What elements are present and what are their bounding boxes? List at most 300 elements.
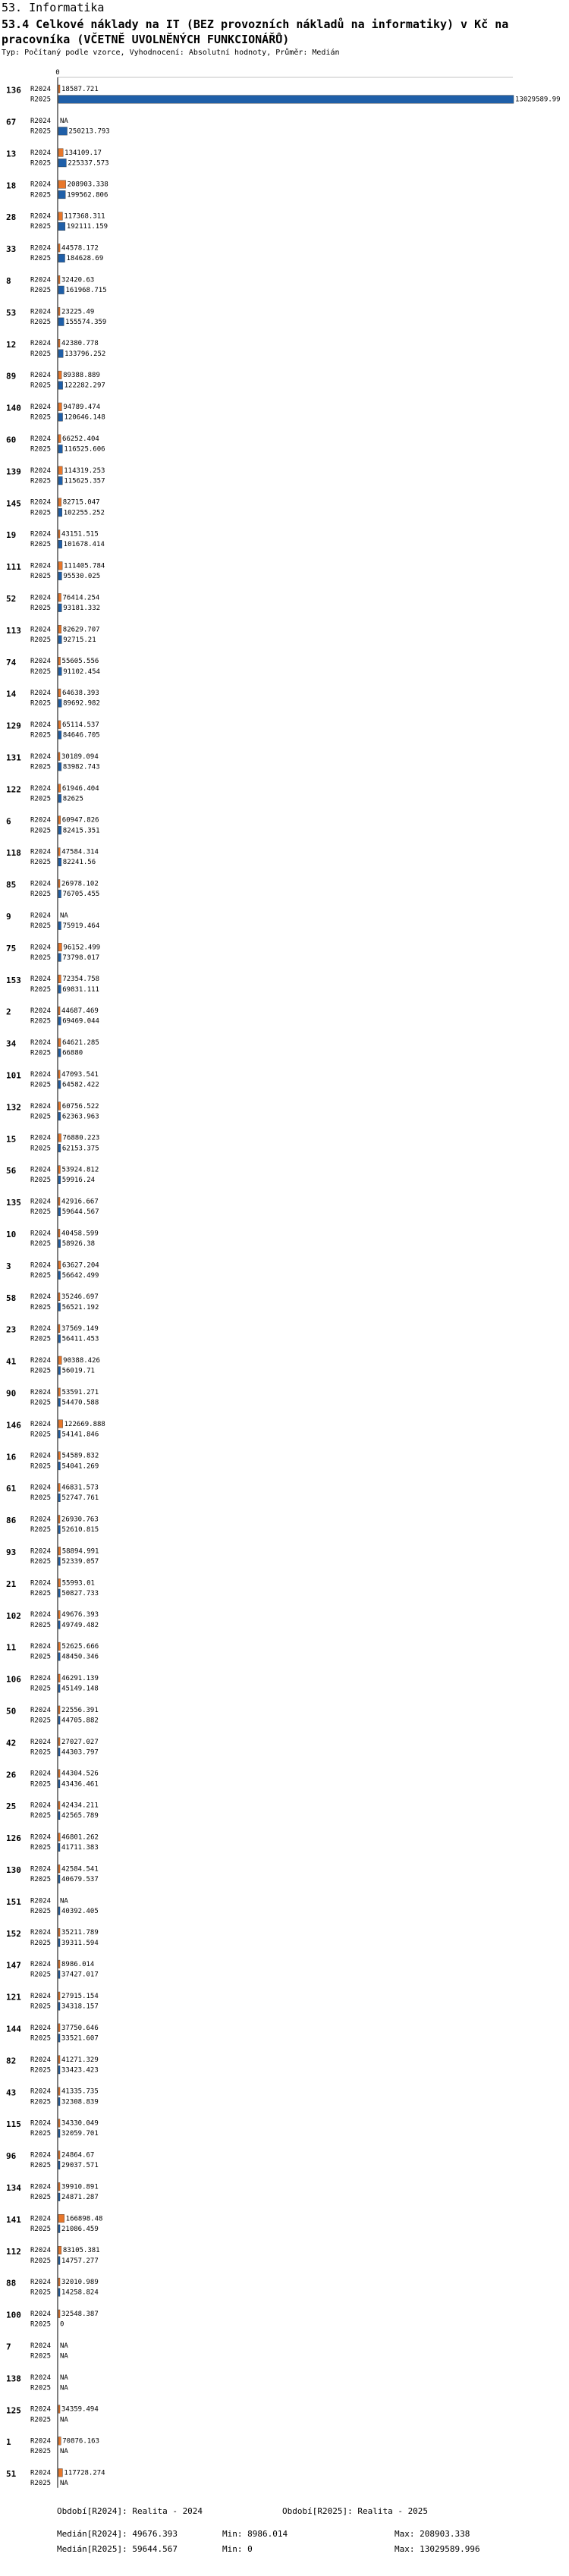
group-label: 129 <box>6 721 21 731</box>
series-label-r2024: R2024 <box>30 594 52 602</box>
min-r2024: Min: 8986.014 <box>222 2529 288 2539</box>
group-label: 33 <box>6 244 17 255</box>
series-label-r2025: R2025 <box>30 255 52 263</box>
group-label: 2 <box>6 1007 11 1017</box>
series-label-r2024: R2024 <box>30 816 52 825</box>
bar-r2024 <box>58 2246 61 2254</box>
series-label-r2024: R2024 <box>30 1230 52 1238</box>
section-heading: 53. Informatika <box>2 1 105 14</box>
value-label-r2025: 37427.017 <box>61 1971 99 1979</box>
bar-r2024 <box>58 435 61 443</box>
bar-r2024 <box>58 1356 61 1365</box>
series-label-r2025: R2025 <box>30 2098 52 2106</box>
bar-r2024 <box>58 1261 61 1269</box>
value-label-r2024: 66252.404 <box>62 435 99 443</box>
group-label: 50 <box>6 1706 17 1717</box>
group-label: 60 <box>6 435 17 445</box>
series-label-r2024: R2024 <box>30 1993 52 2000</box>
value-label-r2024: 70876.163 <box>62 2437 100 2446</box>
series-label-r2025: R2025 <box>30 287 52 294</box>
value-label-r2025: 66880 <box>62 1049 83 1057</box>
value-label-r2024: 39910.891 <box>61 2183 99 2191</box>
value-label-r2025: 82415.351 <box>62 827 100 835</box>
value-label-r2025: 32308.839 <box>61 2098 99 2106</box>
bar-r2025 <box>58 2257 60 2265</box>
group-label: 144 <box>6 2024 21 2034</box>
series-label-r2025: R2025 <box>30 2003 52 2011</box>
bar-r2025 <box>58 858 61 866</box>
group-label: 102 <box>6 1610 21 1621</box>
series-label-r2024: R2024 <box>30 848 52 856</box>
value-label-r2024: 49676.393 <box>61 1611 99 1619</box>
value-label-r2025: 64582.422 <box>61 1081 99 1089</box>
bar-r2025 <box>58 699 61 708</box>
series-label-r2024: R2024 <box>30 784 52 793</box>
group-label: 88 <box>6 2278 17 2289</box>
group-label: 8 <box>6 276 11 286</box>
group-label: 90 <box>6 1388 17 1399</box>
series-label-r2024: R2024 <box>30 1039 52 1047</box>
value-label-r2025: 93181.332 <box>63 605 101 612</box>
value-label-r2024: 42434.211 <box>61 1802 99 1810</box>
bar-r2025 <box>58 1367 61 1375</box>
series-label-r2025: R2025 <box>30 2130 52 2138</box>
value-label-r2024: 34330.049 <box>61 2119 99 2128</box>
series-label-r2025: R2025 <box>30 1653 52 1661</box>
group-label: 16 <box>6 1452 17 1462</box>
value-label-r2024: 53591.271 <box>61 1388 99 1396</box>
series-label-r2025: R2025 <box>30 1335 52 1343</box>
value-label-r2024: 47584.314 <box>61 848 99 856</box>
legend-r2025: Období[R2025]: Realita - 2025 <box>282 2506 429 2516</box>
bar-r2024 <box>58 689 61 697</box>
bar-r2025 <box>58 1557 60 1566</box>
bar-r2025 <box>58 2034 60 2043</box>
series-label-r2025: R2025 <box>30 2320 52 2329</box>
bar-r2025 <box>58 1907 60 1915</box>
value-label-r2024: 114319.253 <box>64 467 105 475</box>
value-label-r2024: 40458.599 <box>61 1230 99 1238</box>
value-label-r2024: 37750.646 <box>61 2024 99 2032</box>
value-label-r2024: 8986.014 <box>61 1961 95 1969</box>
bar-r2024 <box>58 1642 60 1651</box>
value-label-r2025: 52747.761 <box>61 1494 99 1503</box>
series-label-r2024: R2024 <box>30 435 52 443</box>
series-label-r2024: R2024 <box>30 2405 52 2414</box>
series-label-r2025: R2025 <box>30 1685 52 1693</box>
median-r2024: Medián[R2024]: 49676.393 <box>57 2529 178 2539</box>
series-label-r2024: R2024 <box>30 2247 52 2255</box>
value-label-r2025: 73798.017 <box>62 953 100 962</box>
bar-r2025 <box>58 1430 60 1438</box>
value-label-r2025: 44303.797 <box>61 1748 99 1757</box>
value-label-r2025: 58926.38 <box>61 1240 96 1248</box>
series-label-r2025: R2025 <box>30 2034 52 2043</box>
bar-r2024 <box>58 2469 62 2477</box>
bar-r2025 <box>58 1525 60 1534</box>
value-label-r2024: 63627.204 <box>61 1261 99 1270</box>
bar-r2025 <box>58 127 68 136</box>
value-label-r2025: 41711.383 <box>61 1844 99 1852</box>
series-label-r2025: R2025 <box>30 382 52 390</box>
bar-r2025 <box>58 96 514 104</box>
value-label-r2024: 55605.556 <box>61 658 99 666</box>
bar-r2024 <box>58 212 62 221</box>
bar-chart <box>0 67 569 2502</box>
group-label: 41 <box>6 1356 17 1367</box>
series-label-r2024: R2024 <box>30 1357 52 1365</box>
bar-r2024 <box>58 1007 60 1015</box>
series-label-r2025: R2025 <box>30 1303 52 1312</box>
group-label: 121 <box>6 1992 21 2003</box>
series-label-r2024: R2024 <box>30 721 52 729</box>
value-label-r2024: 76880.223 <box>62 1134 100 1142</box>
group-label: 132 <box>6 1102 21 1113</box>
bar-r2024 <box>58 149 63 157</box>
bar-r2025 <box>58 1875 60 1883</box>
bar-r2024 <box>58 848 60 856</box>
series-label-r2024: R2024 <box>30 1484 52 1492</box>
group-label: 15 <box>6 1134 17 1145</box>
group-label: 126 <box>6 1833 21 1844</box>
series-label-r2024: R2024 <box>30 2311 52 2318</box>
bar-r2024 <box>58 85 60 93</box>
series-label-r2025: R2025 <box>30 1081 52 1089</box>
series-label-r2025: R2025 <box>30 1399 52 1407</box>
bar-r2025 <box>58 2225 60 2233</box>
value-label-r2025: 62363.963 <box>61 1113 99 1121</box>
value-label-r2024: 134109.17 <box>64 149 102 157</box>
bar-r2025 <box>58 2003 60 2011</box>
bar-r2025 <box>58 2289 60 2297</box>
group-label: 115 <box>6 2119 21 2130</box>
group-label: 52 <box>6 594 17 604</box>
bar-r2024 <box>58 530 60 539</box>
value-label-r2024: 52625.666 <box>61 1643 99 1651</box>
group-label: 112 <box>6 2246 21 2257</box>
bar-r2024 <box>58 880 60 888</box>
series-label-r2024: R2024 <box>30 1388 52 1396</box>
group-label: 152 <box>6 1928 21 1939</box>
series-label-r2024: R2024 <box>30 1897 52 1905</box>
series-label-r2025: R2025 <box>30 1494 52 1503</box>
bar-r2025 <box>58 1112 61 1120</box>
bar-r2024 <box>58 657 61 665</box>
value-label-r2024: 65114.537 <box>61 721 99 729</box>
series-label-r2025: R2025 <box>30 1589 52 1597</box>
value-label-r2025: 43436.461 <box>61 1780 99 1789</box>
bar-r2025 <box>58 1494 60 1502</box>
value-label-r2024: 82715.047 <box>62 498 100 507</box>
value-label-r2024: 44687.469 <box>61 1007 99 1016</box>
value-label-r2025: 40392.405 <box>61 1907 99 1915</box>
value-label-r2024: 41335.735 <box>61 2088 99 2096</box>
value-label-r2024: 46801.262 <box>61 1833 99 1842</box>
max-r2024: Max: 208903.338 <box>395 2529 470 2539</box>
group-label: 34 <box>6 1038 17 1049</box>
bar-r2024 <box>58 1928 60 1937</box>
group-label: 130 <box>6 1865 21 1875</box>
bar-r2025 <box>58 1208 61 1216</box>
bar-r2024 <box>58 467 62 475</box>
value-label-r2024: 83105.381 <box>62 2247 100 2255</box>
bar-r2025 <box>58 222 65 231</box>
series-label-r2024: R2024 <box>30 880 52 888</box>
group-label: 42 <box>6 1738 17 1748</box>
series-label-r2025: R2025 <box>30 668 52 676</box>
group-label: 125 <box>6 2405 21 2416</box>
group-label: 51 <box>6 2469 17 2480</box>
value-label-r2024: 61946.404 <box>61 784 99 793</box>
series-label-r2025: R2025 <box>30 1431 52 1439</box>
series-label-r2024: R2024 <box>30 276 52 284</box>
value-label-r2025: 56642.499 <box>61 1271 99 1280</box>
value-label-r2024: 44578.172 <box>61 244 99 253</box>
series-label-r2024: R2024 <box>30 86 52 93</box>
value-label-r2025: NA <box>60 2416 68 2424</box>
value-label-r2025: 184628.69 <box>66 255 104 263</box>
value-label-r2025: 39311.594 <box>61 1939 99 1947</box>
group-label: 96 <box>6 2151 17 2162</box>
value-label-r2025: 95530.025 <box>63 573 101 581</box>
series-label-r2025: R2025 <box>30 1621 52 1629</box>
series-label-r2024: R2024 <box>30 944 52 952</box>
value-label-r2025: 69469.044 <box>62 1017 99 1026</box>
group-label: 118 <box>6 848 21 859</box>
series-label-r2024: R2024 <box>30 530 52 539</box>
bar-r2024 <box>58 1864 60 1873</box>
max-r2025: Max: 13029589.996 <box>395 2544 480 2554</box>
bar-r2024 <box>58 1452 61 1460</box>
bar-r2024 <box>58 1674 60 1682</box>
value-label-r2025: 52339.057 <box>61 1558 99 1566</box>
bar-r2025 <box>58 731 61 740</box>
series-label-r2025: R2025 <box>30 223 52 231</box>
series-label-r2024: R2024 <box>30 2437 52 2446</box>
group-label: 139 <box>6 467 21 477</box>
value-label-r2025: 76705.455 <box>62 891 100 899</box>
group-label: 28 <box>6 212 17 223</box>
series-label-r2024: R2024 <box>30 1547 52 1556</box>
bar-r2024 <box>58 2310 60 2318</box>
bar-r2024 <box>58 371 61 379</box>
group-label: 146 <box>6 1420 21 1431</box>
bar-r2024 <box>58 2024 60 2032</box>
series-label-r2025: R2025 <box>30 509 52 517</box>
bar-r2025 <box>58 1939 60 1947</box>
series-label-r2024: R2024 <box>30 1261 52 1270</box>
value-label-r2025: 56521.192 <box>61 1303 99 1312</box>
value-label-r2025: NA <box>60 2352 68 2361</box>
series-label-r2024: R2024 <box>30 2151 52 2160</box>
value-label-r2024: 37569.149 <box>61 1325 99 1334</box>
series-label-r2025: R2025 <box>30 350 52 358</box>
group-label: 85 <box>6 880 17 891</box>
value-label-r2025: 115625.357 <box>64 477 105 485</box>
series-label-r2024: R2024 <box>30 1643 52 1651</box>
group-label: 6 <box>6 816 11 827</box>
value-label-r2025: 91102.454 <box>63 668 100 676</box>
series-label-r2024: R2024 <box>30 2119 52 2128</box>
group-label: 58 <box>6 1293 17 1303</box>
bar-r2025 <box>58 1399 61 1407</box>
series-label-r2024: R2024 <box>30 975 52 984</box>
series-label-r2024: R2024 <box>30 1198 52 1206</box>
group-label: 56 <box>6 1166 17 1176</box>
series-label-r2024: R2024 <box>30 1134 52 1142</box>
series-label-r2024: R2024 <box>30 1770 52 1778</box>
bar-r2024 <box>58 1293 60 1301</box>
series-label-r2025: R2025 <box>30 1971 52 1979</box>
series-label-r2025: R2025 <box>30 1526 52 1535</box>
series-label-r2025: R2025 <box>30 1780 52 1789</box>
value-label-r2025: 92715.21 <box>63 636 96 644</box>
group-label: 89 <box>6 371 17 382</box>
bar-r2024 <box>58 593 61 602</box>
value-label-r2024: 44304.526 <box>61 1770 99 1778</box>
value-label-r2024: 43151.515 <box>61 530 99 539</box>
value-label-r2024: 35211.789 <box>61 1929 99 1937</box>
series-label-r2025: R2025 <box>30 413 52 422</box>
series-label-r2024: R2024 <box>30 1516 52 1524</box>
series-label-r2025: R2025 <box>30 827 52 835</box>
value-label-r2024: 23225.49 <box>61 308 95 316</box>
value-label-r2024: NA <box>60 912 68 920</box>
value-label-r2025: 101678.414 <box>63 541 105 549</box>
series-label-r2025: R2025 <box>30 1876 52 1883</box>
value-label-r2025: 33521.607 <box>61 2034 99 2043</box>
group-label: 82 <box>6 2056 17 2066</box>
bar-r2025 <box>58 1081 61 1089</box>
group-label: 141 <box>6 2214 21 2225</box>
series-label-r2024: R2024 <box>30 1611 52 1619</box>
series-label-r2025: R2025 <box>30 2352 52 2361</box>
bar-r2025 <box>58 1017 61 1026</box>
group-label: 53 <box>6 307 17 318</box>
series-label-r2025: R2025 <box>30 1240 52 1248</box>
bar-r2025 <box>58 1653 60 1661</box>
value-label-r2024: 64638.393 <box>61 690 99 698</box>
value-label-r2024: 72354.758 <box>62 975 100 984</box>
value-label-r2024: 111405.784 <box>64 562 105 570</box>
series-label-r2025: R2025 <box>30 699 52 708</box>
value-label-r2024: 208903.338 <box>67 181 108 189</box>
value-label-r2025: 29037.571 <box>61 2162 99 2170</box>
bar-r2025 <box>58 445 62 454</box>
series-label-r2024: R2024 <box>30 404 52 411</box>
series-label-r2024: R2024 <box>30 1802 52 1810</box>
series-label-r2024: R2024 <box>30 1293 52 1302</box>
bar-r2025 <box>58 1144 61 1152</box>
group-label: 7 <box>6 2342 11 2352</box>
value-label-r2025: NA <box>60 2448 68 2456</box>
bar-r2024 <box>58 403 61 411</box>
value-label-r2024: 27027.027 <box>61 1738 99 1746</box>
chart-subtitle: Typ: Počítaný podle vzorce, Vyhodnocení: Absolutní hodnoty, Průměr: Medián <box>2 49 340 57</box>
value-label-r2025: 192111.159 <box>66 223 108 231</box>
series-label-r2024: R2024 <box>30 1865 52 1874</box>
bar-r2025 <box>58 2161 60 2169</box>
series-label-r2024: R2024 <box>30 690 52 698</box>
series-label-r2024: R2024 <box>30 1007 52 1016</box>
value-label-r2025: 34318.157 <box>61 2003 99 2011</box>
value-label-r2025: 82625 <box>62 795 83 803</box>
value-label-r2024: 58894.991 <box>61 1547 99 1556</box>
bar-r2024 <box>58 244 60 253</box>
group-label: 147 <box>6 1960 21 1971</box>
series-label-r2024: R2024 <box>30 340 52 348</box>
series-label-r2025: R2025 <box>30 1812 52 1820</box>
value-label-r2024: 122669.888 <box>64 1420 105 1428</box>
bar-r2025 <box>58 2066 60 2074</box>
series-label-r2025: R2025 <box>30 2289 52 2297</box>
bar-r2025 <box>58 1717 60 1725</box>
value-label-r2024: 42916.667 <box>61 1198 99 1206</box>
group-label: 12 <box>6 339 17 350</box>
series-label-r2025: R2025 <box>30 1113 52 1121</box>
series-label-r2025: R2025 <box>30 127 52 136</box>
bar-r2024 <box>58 1960 60 1968</box>
group-label: 131 <box>6 752 21 763</box>
value-label-r2025: 40679.537 <box>61 1876 99 1883</box>
series-label-r2025: R2025 <box>30 1145 52 1153</box>
series-label-r2025: R2025 <box>30 891 52 899</box>
series-label-r2025: R2025 <box>30 985 52 994</box>
series-label-r2025: R2025 <box>30 318 52 326</box>
value-label-r2025: 83982.743 <box>62 763 100 771</box>
group-label: 14 <box>6 689 17 699</box>
bar-r2025 <box>58 1271 61 1280</box>
bar-r2024 <box>58 752 60 761</box>
bar-r2024 <box>58 2214 64 2223</box>
series-label-r2024: R2024 <box>30 1929 52 1937</box>
group-label: 43 <box>6 2088 17 2098</box>
value-label-r2025: 59916.24 <box>61 1176 96 1185</box>
value-label-r2025: 44705.882 <box>61 1717 99 1725</box>
bar-r2024 <box>58 2151 60 2160</box>
value-label-r2024: 22556.391 <box>61 1706 99 1714</box>
legend-r2024: Období[R2024]: Realita - 2024 <box>57 2506 203 2516</box>
series-label-r2025: R2025 <box>30 1367 52 1375</box>
value-label-r2025: 225337.573 <box>68 159 109 168</box>
bar-r2025 <box>58 286 64 294</box>
group-label: 10 <box>6 1230 17 1239</box>
bar-r2024 <box>58 1229 60 1237</box>
bar-r2024 <box>58 1484 60 1492</box>
series-label-r2024: R2024 <box>30 1675 52 1682</box>
series-label-r2025: R2025 <box>30 2257 52 2265</box>
value-label-r2025: 59644.567 <box>61 1208 99 1217</box>
bar-r2024 <box>58 1610 60 1619</box>
bar-r2025 <box>58 508 62 517</box>
axis-zero-label: 0 <box>55 69 60 77</box>
series-label-r2024: R2024 <box>30 308 52 316</box>
bar-r2025 <box>58 382 63 390</box>
series-label-r2025: R2025 <box>30 763 52 771</box>
bar-r2025 <box>58 1971 60 1979</box>
bar-r2024 <box>58 1992 60 2000</box>
series-label-r2025: R2025 <box>30 2448 52 2456</box>
group-label: 21 <box>6 1579 17 1589</box>
bar-r2024 <box>58 943 61 951</box>
median-r2025: Medián[R2025]: 59644.567 <box>57 2544 178 2554</box>
value-label-r2025: 54041.269 <box>61 1462 99 1471</box>
series-label-r2024: R2024 <box>30 244 52 253</box>
group-label: 9 <box>6 912 11 922</box>
series-label-r2025: R2025 <box>30 1208 52 1217</box>
value-label-r2024: 166898.48 <box>65 2215 103 2223</box>
series-label-r2024: R2024 <box>30 912 52 920</box>
